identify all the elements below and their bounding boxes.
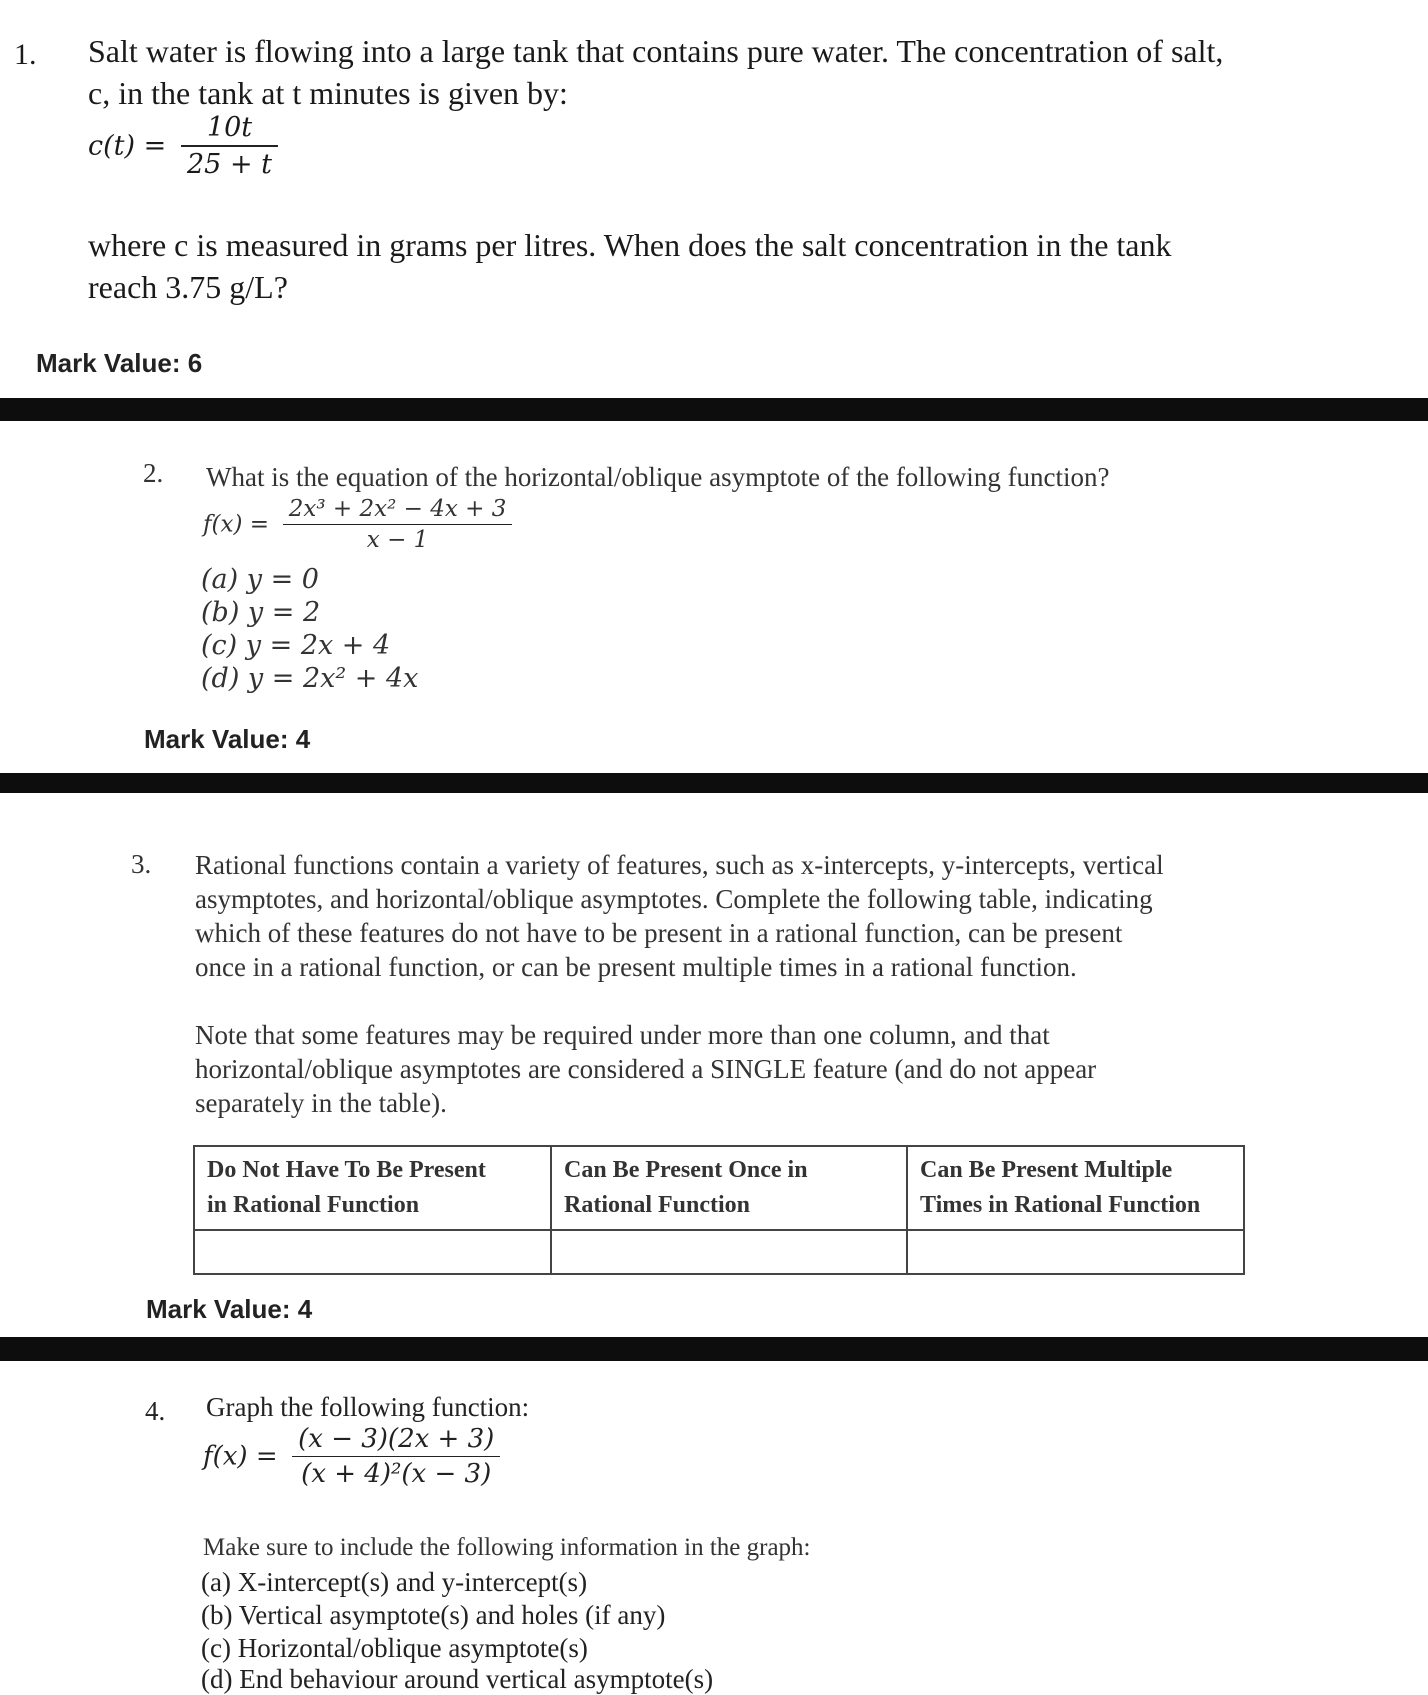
q1-function — [88, 112, 278, 180]
features-table — [193, 1145, 1245, 1275]
q3-para2-line3: separately in the table). — [195, 1088, 447, 1118]
table-answer-row — [194, 1230, 1244, 1274]
q2-option-c: (c) y = 2x + 4 — [201, 630, 391, 661]
q1-func-denominator: 25 + t — [187, 149, 272, 180]
q4-item-c: (c) Horizontal/oblique asymptote(s) — [201, 1633, 588, 1663]
q3-mark-value: Mark Value: 4 — [146, 1294, 313, 1324]
header-present-once: Can Be Present Once in Rational Function — [551, 1146, 907, 1230]
q4-item-a: (a) X-intercept(s) and y-intercept(s) — [201, 1567, 588, 1597]
q1-line3: where c is measured in grams per litres. When does the salt concentration in the tank — [88, 227, 1172, 263]
q1-line2: c, in the tank at t minutes is given by: — [88, 75, 568, 111]
q1-number: 1. — [14, 38, 37, 71]
section-divider-2 — [0, 773, 1428, 793]
q1-fraction — [181, 112, 278, 180]
q2-func-lhs: f(x) = — [203, 511, 270, 538]
q2-option-d: (d) y = 2x² + 4x — [201, 663, 419, 694]
q3-para1-line3: which of these features do not have to be present in a rational function, can be present — [195, 918, 1123, 948]
header-not-present: Do Not Have To Be Present in Rational Function — [194, 1146, 551, 1230]
section-divider-3 — [0, 1337, 1428, 1361]
q2-option-a: (a) y = 0 — [201, 564, 319, 595]
q3-para1-line2: asymptotes, and horizontal/oblique asymptotes. Complete the following table, indicating — [195, 884, 1153, 914]
section-divider-1 — [0, 398, 1428, 421]
answer-cell-present-multiple[interactable] — [907, 1230, 1244, 1274]
q4-func-numerator: (x − 3)(2x + 3) — [292, 1424, 500, 1457]
q2-func-denominator: x − 1 — [366, 527, 429, 553]
q2-prompt: What is the equation of the horizontal/oblique asymptote of the following function? — [206, 462, 1110, 492]
q3-para1-line1: Rational functions contain a variety of features, such as x-intercepts, y-intercepts, vertical — [195, 850, 1164, 880]
q4-item-b: (b) Vertical asymptote(s) and holes (if any) — [201, 1600, 666, 1630]
q4-instructions: Make sure to include the following information in the graph: — [203, 1534, 811, 1561]
answer-cell-present-once[interactable] — [551, 1230, 907, 1274]
q4-prompt: Graph the following function: — [206, 1392, 530, 1422]
q4-func-denominator: (x + 4)²(x − 3) — [301, 1459, 492, 1489]
q2-function — [203, 496, 512, 553]
q1-mark-value: Mark Value: 6 — [36, 348, 203, 378]
header-present-multiple: Can Be Present Multiple Times in Rational Function — [907, 1146, 1244, 1230]
q4-func-lhs: f(x) = — [203, 1441, 278, 1472]
q2-number: 2. — [143, 458, 164, 488]
table-header-row — [194, 1146, 1244, 1230]
q3-para1-line4: once in a rational function, or can be present multiple times in a rational function. — [195, 952, 1077, 982]
q3-para2-line2: horizontal/oblique asymptotes are considered a SINGLE feature (and do not appear — [195, 1054, 1097, 1084]
q4-fraction — [292, 1424, 500, 1489]
q4-function — [203, 1424, 500, 1489]
q3-para2-line1: Note that some features may be required under more than one column, and that — [195, 1020, 1050, 1050]
q2-mark-value: Mark Value: 4 — [144, 724, 311, 754]
q3-number: 3. — [131, 849, 152, 879]
q1-line1: Salt water is flowing into a large tank that contains pure water. The concentration of salt, — [88, 33, 1224, 69]
q1-line4: reach 3.75 g/L? — [88, 269, 288, 305]
q1-func-lhs: c(t) = — [88, 130, 167, 162]
q1-func-numerator: 10t — [181, 112, 278, 147]
q4-item-d: (d) End behaviour around vertical asymptote(s) — [201, 1664, 714, 1694]
q2-fraction — [283, 496, 513, 553]
q4-number: 4. — [145, 1396, 166, 1426]
answer-cell-not-present[interactable] — [194, 1230, 551, 1274]
q2-func-numerator: 2x³ + 2x² − 4x + 3 — [283, 496, 513, 525]
q2-option-b: (b) y = 2 — [201, 597, 321, 628]
